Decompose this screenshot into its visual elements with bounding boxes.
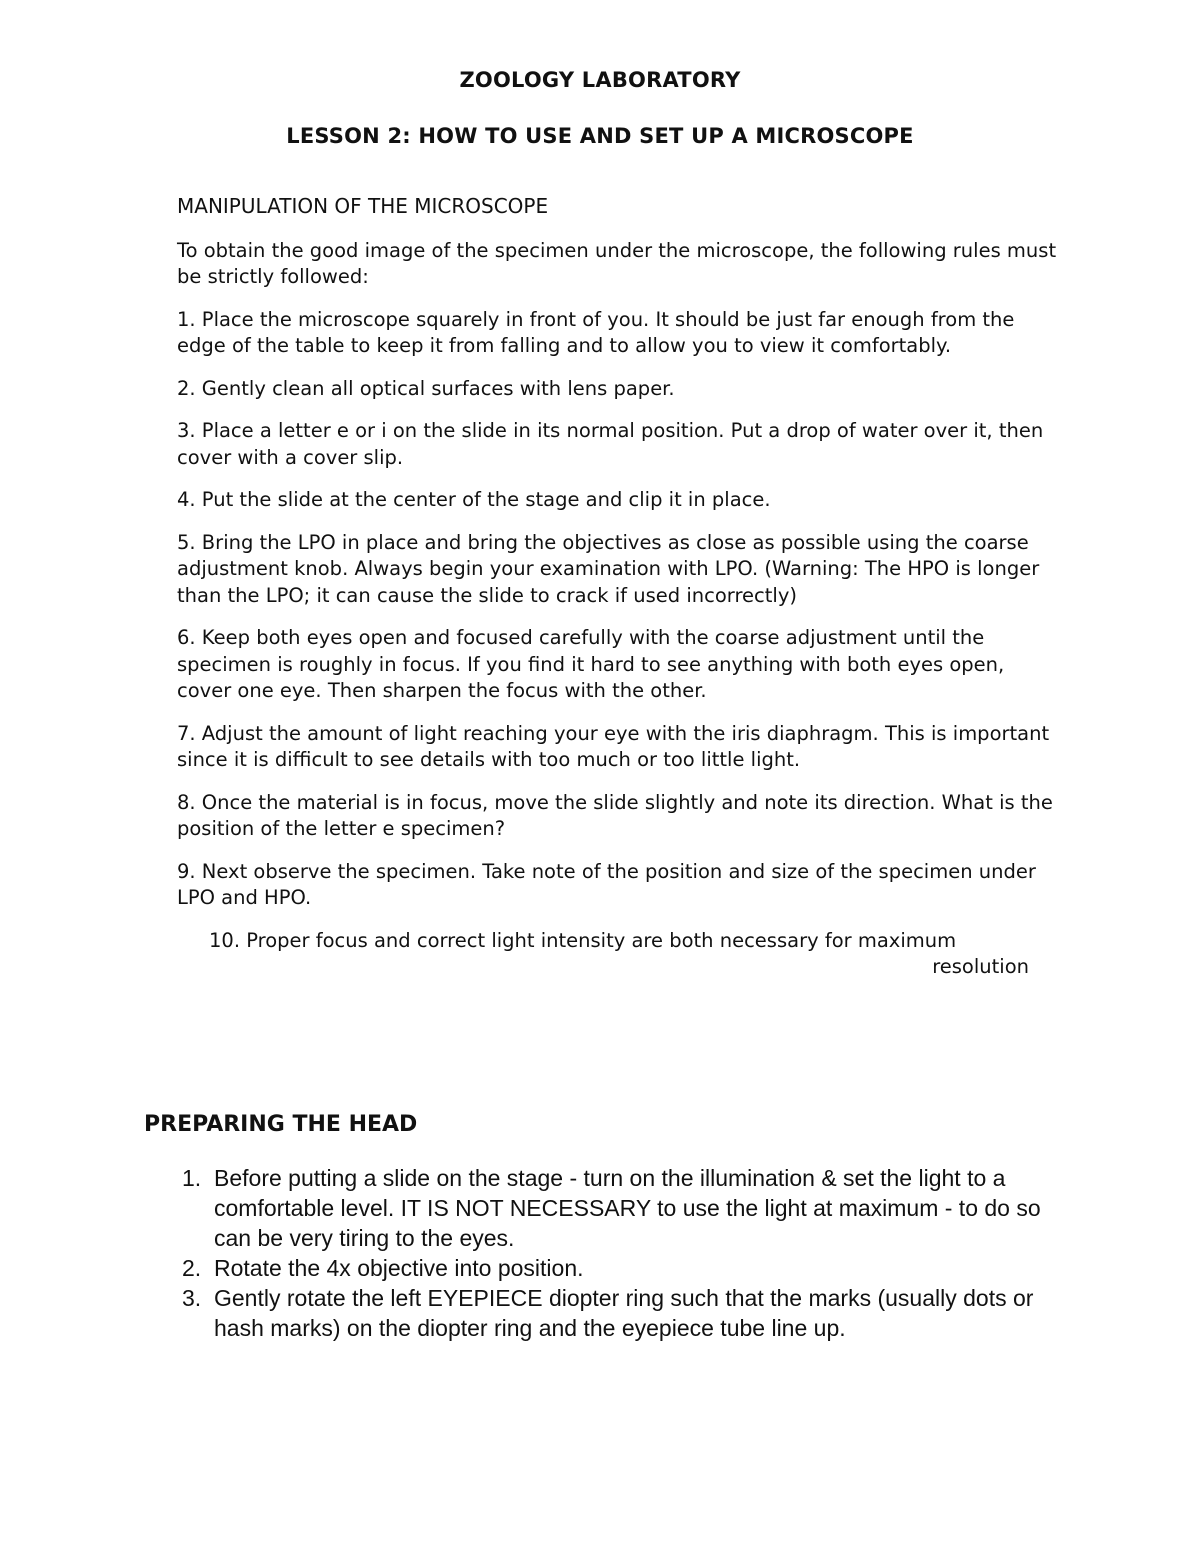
list-number: 1. xyxy=(182,1165,202,1191)
list-item xyxy=(144,1283,1064,1343)
list-text: Gently rotate the left EYEPIECE diopter ring such that the marks (usually dots or hash marks) on the diopter ring and the eyepiece tube line up. xyxy=(214,1285,1034,1341)
list-text: Before putting a slide on the stage - turn on the illumination & set the light to a comfortable level. IT IS NOT NECESSARY to use the light at maximum - to do so can be very tiring to the eyes. xyxy=(214,1165,1041,1251)
preparing-list xyxy=(144,1163,1064,1343)
rule-item: 2. Gently clean all optical surfaces with lens paper. xyxy=(177,376,675,400)
rule-item: 5. Bring the LPO in place and bring the objectives as close as possible using the coarse adjustment knob. Always begin your examination with LPO. (Warning: The HPO is longer than the LPO; it can cause the slide to crack if used incorrectly) xyxy=(177,530,1040,607)
preparing-heading: PREPARING THE HEAD xyxy=(144,1112,418,1137)
lesson-title: LESSON 2: HOW TO USE AND SET UP A MICROSCOPE xyxy=(286,124,914,148)
list-number: 3. xyxy=(182,1285,202,1311)
list-item xyxy=(144,1163,1064,1253)
rule-item: 4. Put the slide at the center of the stage and clip it in place. xyxy=(177,488,771,511)
rule-item: 6. Keep both eyes open and focused carefully with the coarse adjustment until the specimen is roughly in focus. If you find it hard to see anything with both eyes open, cover one eye. Then sharpen the focus with the other. xyxy=(177,626,1005,702)
rule-10-text: 10. Proper focus and correct light intensity are both necessary for maximum xyxy=(209,928,957,952)
list-item xyxy=(144,1253,1064,1283)
manipulation-intro: To obtain the good image of the specimen under the microscope, the following rules must be strictly followed: xyxy=(177,238,1057,288)
document-title: ZOOLOGY LABORATORY xyxy=(459,68,741,92)
manipulation-heading: MANIPULATION OF THE MICROSCOPE xyxy=(177,194,549,218)
rule-item-10 xyxy=(177,928,1029,981)
rule-item: 3. Place a letter e or i on the slide in its normal position. Put a drop of water over it, then cover with a cover slip. xyxy=(177,419,1044,469)
rule-10-end: resolution xyxy=(932,955,1029,978)
rule-item: 8. Once the material is in focus, move the slide slightly and note its direction. What is the position of the letter e specimen? xyxy=(177,790,1053,840)
list-text: Rotate the 4x objective into position. xyxy=(214,1255,584,1281)
preparing-section xyxy=(144,1112,1064,1343)
manipulation-section xyxy=(177,193,1057,981)
list-number: 2. xyxy=(182,1255,202,1281)
rule-item: 7. Adjust the amount of light reaching your eye with the iris diaphragm. This is important since it is difficult to see details with too much or too little light. xyxy=(177,721,1050,771)
rule-item: 1. Place the microscope squarely in front of you. It should be just far enough from the edge of the table to keep it from falling and to allow you to view it comfortably. xyxy=(177,307,1015,357)
rule-item: 9. Next observe the specimen. Take note of the position and size of the specimen under LPO and HPO. xyxy=(177,859,1036,909)
